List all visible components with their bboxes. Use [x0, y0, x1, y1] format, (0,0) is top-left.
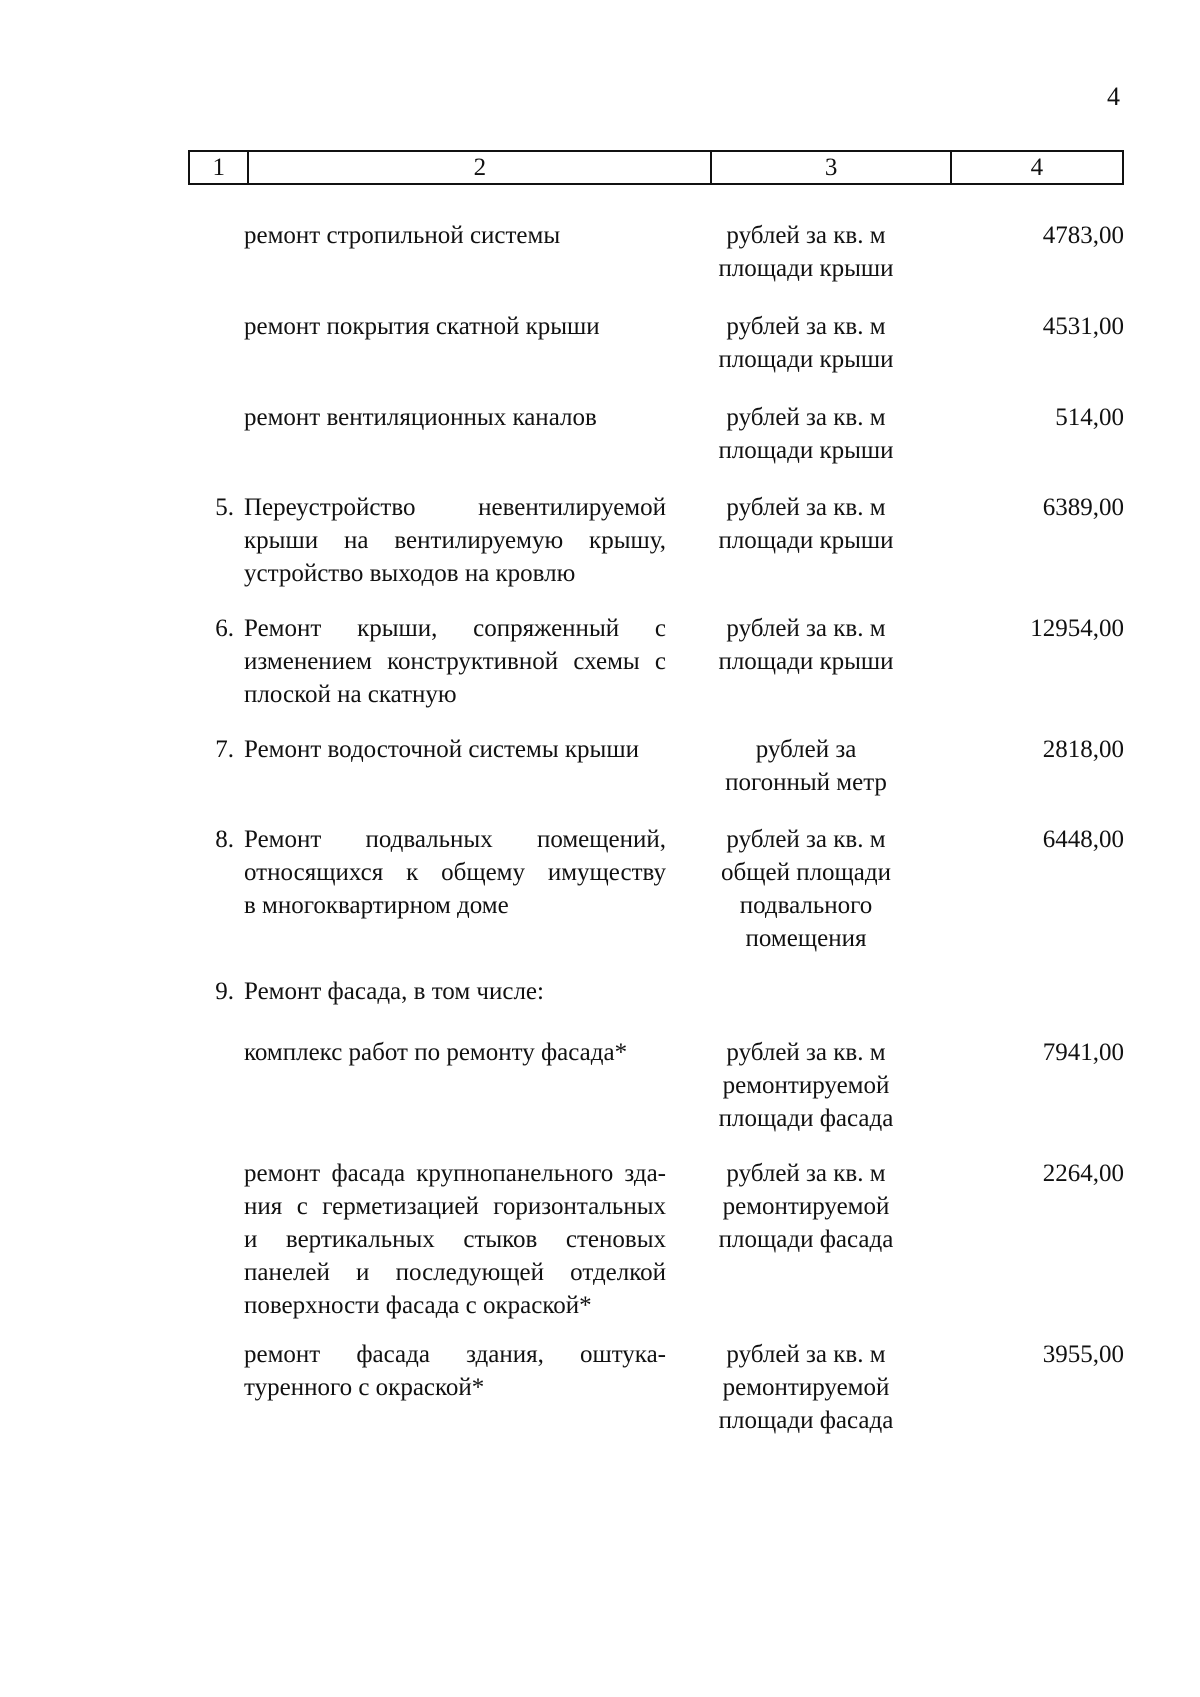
unit-line: рублей за кв. м: [726, 494, 886, 521]
unit-line: рублей за кв. м: [726, 1341, 886, 1368]
unit-line: общей площади: [721, 859, 891, 886]
description-line: поверхности фасада с окраской*: [244, 1292, 592, 1319]
row-description: [244, 310, 666, 343]
description-line: Ремонт крыши, сопряженный с: [244, 615, 666, 642]
unit-line: рублей за кв. м: [726, 313, 886, 340]
row-number: 5.: [215, 494, 234, 521]
description-line: ремонт покрытия скатной крыши: [244, 313, 600, 340]
unit-line: площади фасада: [718, 1105, 894, 1132]
table-row: [188, 612, 1124, 711]
unit-line: ремонтируемой: [722, 1193, 890, 1220]
table-row: [188, 219, 1124, 285]
table-row: [188, 1036, 1124, 1135]
row-unit: [666, 823, 936, 955]
row-number: 9.: [215, 978, 234, 1005]
row-unit: [666, 1157, 936, 1256]
description-line: устройство выходов на кровлю: [244, 560, 576, 587]
description-line: ремонт фасада крупнопанельного зда-: [244, 1160, 666, 1187]
row-number: 7.: [215, 736, 234, 763]
table-row: [188, 1338, 1124, 1437]
row-unit: [666, 401, 936, 467]
row-value: 4783,00: [1042, 222, 1124, 249]
description-line: комплекс работ по ремонту фасада*: [244, 1039, 628, 1066]
description-line: панелей и последующей отделкой: [244, 1259, 666, 1286]
description-line: Ремонт фасада, в том числе:: [244, 978, 544, 1005]
unit-line: рублей за: [755, 736, 857, 763]
row-description: [244, 1157, 666, 1322]
row-unit: [666, 310, 936, 376]
unit-line: рублей за кв. м: [726, 222, 886, 249]
row-description: [244, 1036, 666, 1069]
column-header-4: 4: [951, 151, 1123, 184]
column-header-2: 2: [248, 151, 711, 184]
row-value: 4531,00: [1042, 313, 1124, 340]
page-number: 4: [1107, 82, 1120, 111]
unit-line: рублей за кв. м: [726, 826, 886, 853]
unit-line: подвального: [739, 892, 873, 919]
description-line: ремонт вентиляционных каналов: [244, 404, 597, 431]
unit-line: рублей за кв. м: [726, 1160, 886, 1187]
row-value: 3955,00: [1042, 1341, 1124, 1368]
description-line: Переустройство невентилируемой: [244, 494, 666, 521]
row-description: [244, 491, 666, 590]
table-row: [188, 823, 1124, 955]
description-line: ремонт фасада здания, оштука-: [244, 1341, 666, 1368]
unit-line: ремонтируемой: [722, 1374, 890, 1401]
row-value: 12954,00: [1030, 615, 1124, 642]
row-description: [244, 612, 666, 711]
description-line: туренного с окраской*: [244, 1374, 485, 1401]
table-row: [188, 733, 1124, 799]
row-description: [244, 733, 666, 766]
unit-line: погонный метр: [725, 769, 887, 796]
description-line: крыши на вентилируемую крышу,: [244, 527, 666, 554]
column-header-3: 3: [711, 151, 950, 184]
description-line: в многоквартирном доме: [244, 892, 509, 919]
row-value: 6448,00: [1042, 826, 1124, 853]
description-line: Ремонт водосточной системы крыши: [244, 736, 639, 763]
row-unit: [666, 491, 936, 557]
unit-line: площади крыши: [718, 346, 894, 373]
table-row: [188, 310, 1124, 376]
table-row: [188, 975, 1124, 1008]
table-row: [188, 491, 1124, 590]
unit-line: площади крыши: [718, 527, 894, 554]
table-row: [188, 1157, 1124, 1322]
row-unit: [666, 1338, 936, 1437]
row-description: [244, 401, 666, 434]
description-line: ния с герметизацией горизонтальных: [244, 1193, 666, 1220]
unit-line: рублей за кв. м: [726, 615, 886, 642]
unit-line: помещения: [745, 925, 867, 952]
row-number: 6.: [215, 615, 234, 642]
description-line: ремонт стропильной системы: [244, 222, 561, 249]
row-value: 7941,00: [1042, 1039, 1124, 1066]
unit-line: рублей за кв. м: [726, 404, 886, 431]
column-header-row: [189, 151, 1123, 184]
unit-line: рублей за кв. м: [726, 1039, 886, 1066]
row-unit: [666, 612, 936, 678]
description-line: относящихся к общему имуществу: [244, 859, 666, 886]
row-value: 2264,00: [1042, 1160, 1124, 1187]
description-line: Ремонт подвальных помещений,: [244, 826, 666, 853]
unit-line: площади фасада: [718, 1226, 894, 1253]
row-description: [244, 219, 666, 252]
row-unit: [666, 733, 936, 799]
row-number: 8.: [215, 826, 234, 853]
row-value: 2818,00: [1042, 736, 1124, 763]
unit-line: площади крыши: [718, 437, 894, 464]
row-value: 6389,00: [1042, 494, 1124, 521]
unit-line: площади крыши: [718, 255, 894, 282]
row-description: [244, 975, 666, 1008]
description-line: изменением конструктивной схемы с: [244, 648, 666, 675]
unit-line: площади фасада: [718, 1407, 894, 1434]
description-line: плоской на скатную: [244, 681, 457, 708]
column-header-table: [188, 150, 1124, 185]
table-row: [188, 401, 1124, 467]
column-header-1: 1: [189, 151, 248, 184]
row-unit: [666, 219, 936, 285]
row-unit: [666, 1036, 936, 1135]
row-description: [244, 1338, 666, 1404]
unit-line: площади крыши: [718, 648, 894, 675]
row-description: [244, 823, 666, 922]
row-value: 514,00: [1055, 404, 1124, 431]
description-line: и вертикальных стыков стеновых: [244, 1226, 666, 1253]
unit-line: ремонтируемой: [722, 1072, 890, 1099]
